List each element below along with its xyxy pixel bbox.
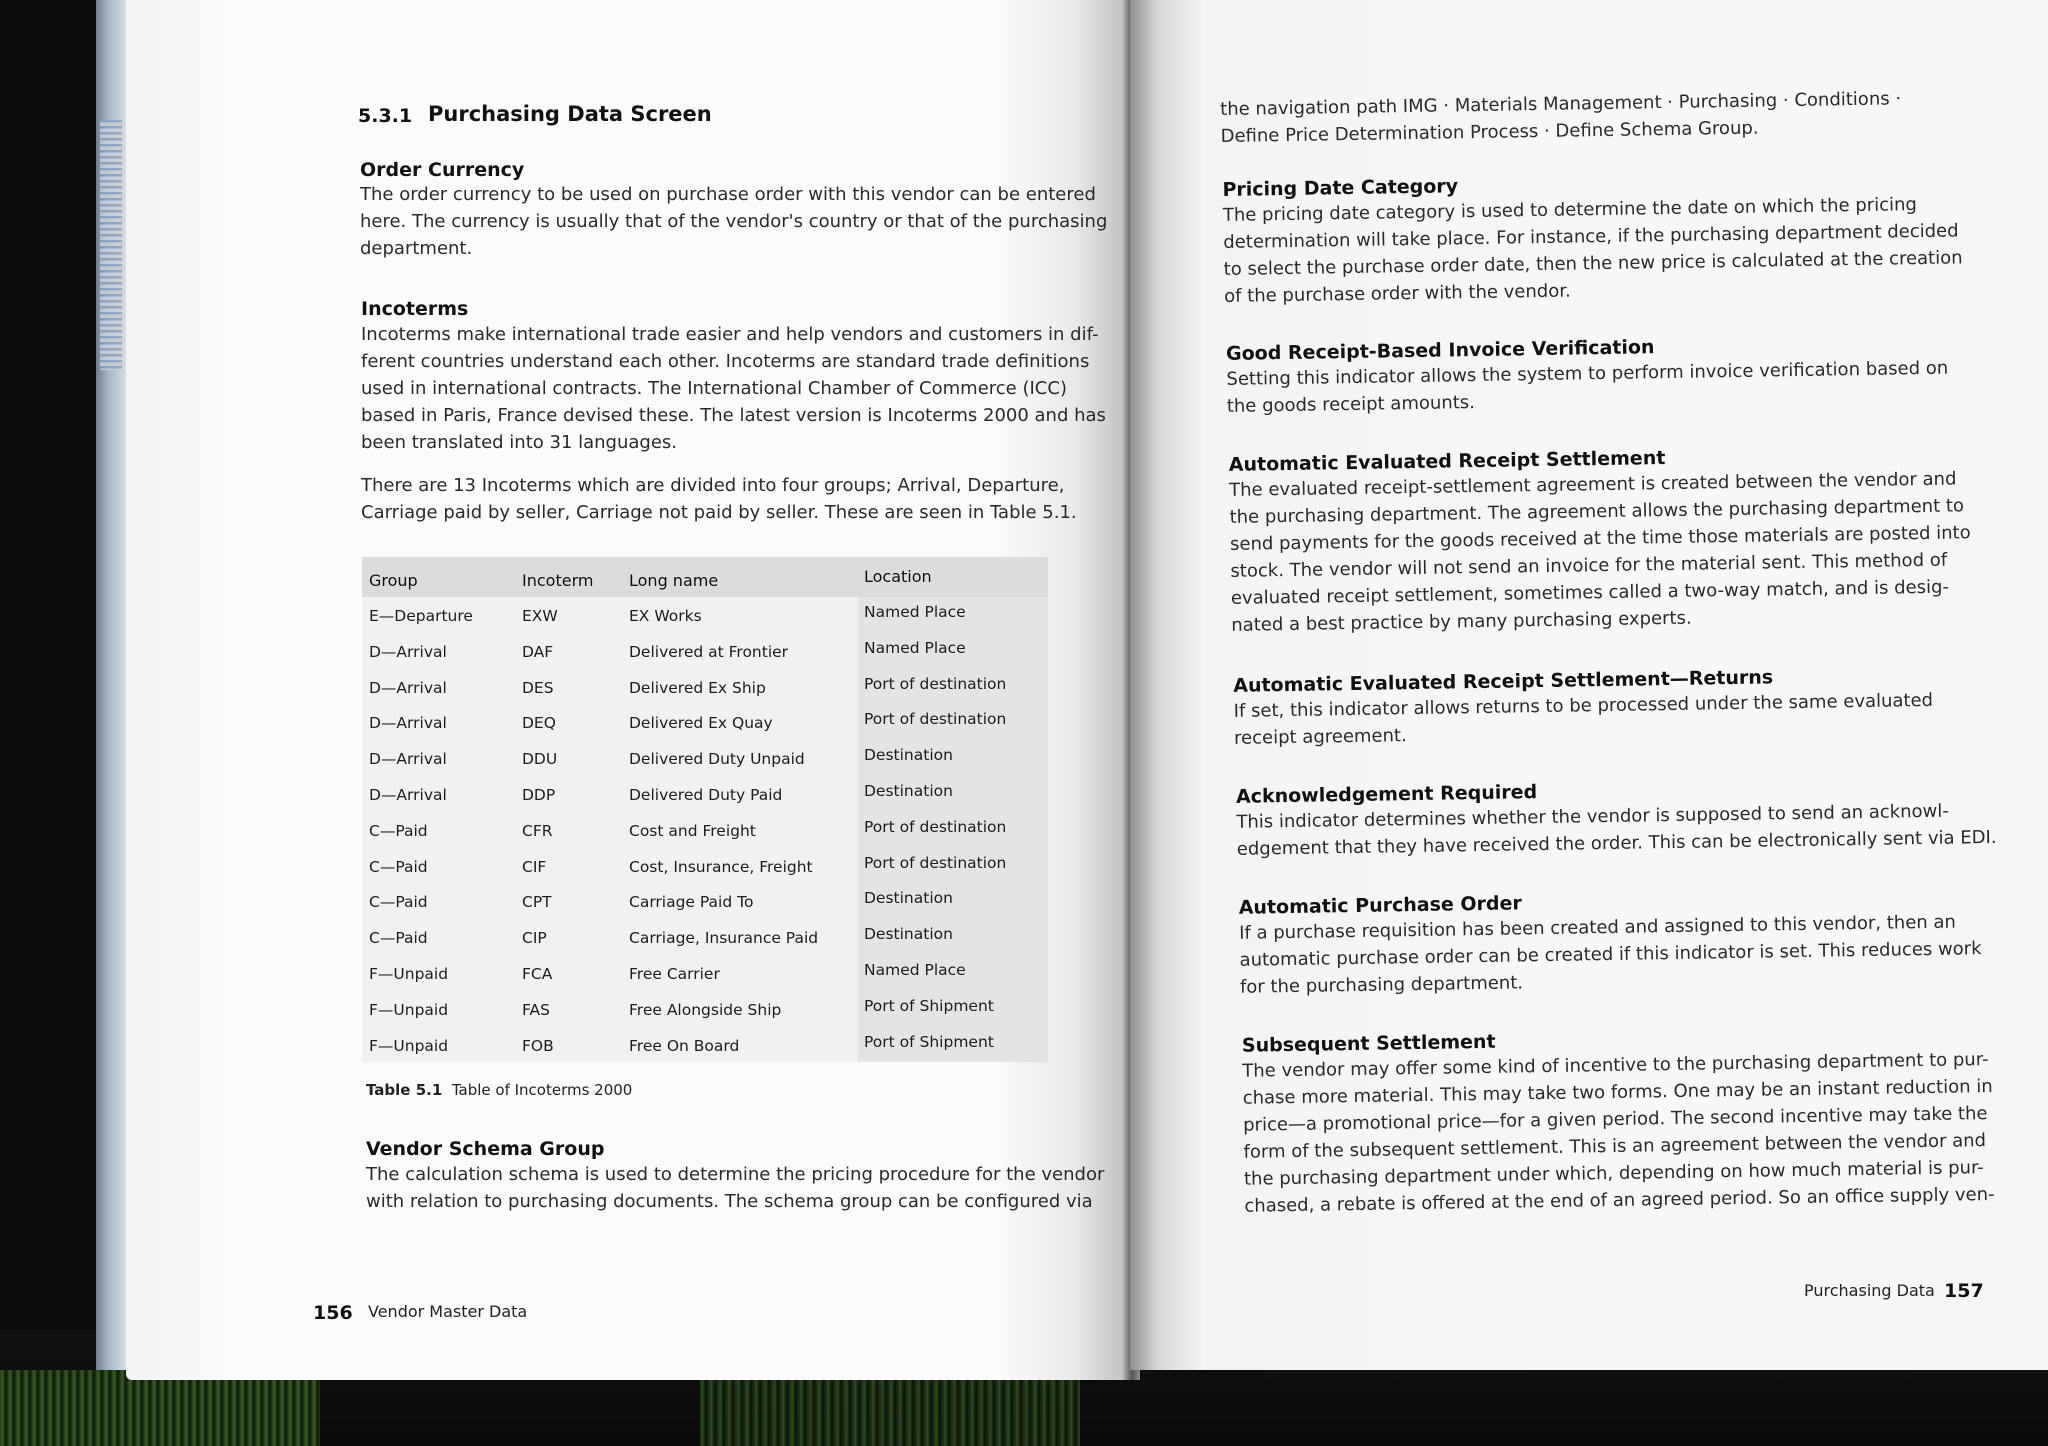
text-line: the purchasing department under which, depending on how much material is pur- bbox=[1243, 1157, 1984, 1190]
text-line: department. bbox=[360, 238, 473, 259]
heading-automatic-ers: Automatic Evaluated Receipt Settlement bbox=[1228, 447, 1666, 476]
table-cell-location: Port of Shipment bbox=[864, 1032, 994, 1051]
section-number: 5.3.1 bbox=[358, 105, 413, 127]
table-cell-group: C—Paid bbox=[369, 821, 428, 840]
paragraph-automatic-ers bbox=[1229, 465, 1972, 639]
text-line: of the purchase order with the vendor. bbox=[1223, 280, 1571, 307]
running-head-left: Vendor Master Data bbox=[368, 1302, 528, 1321]
table-cell-incoterm: CFR bbox=[522, 821, 553, 840]
table-cell-group: D—Arrival bbox=[369, 642, 447, 661]
text-line: chased, a rebate is offered at the end of an agreed period. So an office supply ven- bbox=[1244, 1183, 1995, 1217]
table-cell-long-name: Delivered Duty Paid bbox=[629, 786, 783, 804]
text-line: send payments for the goods received at the time those materials are posted into bbox=[1229, 522, 1971, 555]
table-cell-incoterm: CIP bbox=[522, 929, 547, 948]
text-line: based in Paris, France devised these. The latest version is Incoterms 2000 and has bbox=[361, 405, 1106, 426]
text-line: chase more material. This may take two forms. One may be an instant reduction in bbox=[1242, 1075, 1993, 1109]
table-cell-incoterm: DDP bbox=[522, 786, 556, 804]
text-line: There are 13 Incoterms which are divided into four groups; Arrival, Departure, bbox=[361, 475, 1065, 496]
heading-pricing-date-category: Pricing Date Category bbox=[1222, 175, 1459, 201]
text-line: with relation to purchasing documents. The schema group can be configured via bbox=[366, 1191, 1093, 1212]
table-cell-group: F—Unpaid bbox=[369, 965, 449, 983]
right-page-content bbox=[1220, 83, 2040, 1355]
paragraph-subsequent-settlement bbox=[1242, 1046, 1995, 1220]
text-line: Carriage paid by seller, Carriage not paid by seller. These are seen in Table 5.1. bbox=[361, 502, 1077, 523]
table-cell-long-name: Cost and Freight bbox=[629, 821, 756, 840]
book-edge-texture bbox=[100, 120, 122, 370]
text-line: The evaluated receipt-settlement agreement is created between the vendor and bbox=[1229, 468, 1957, 501]
table-column-shade bbox=[858, 557, 1048, 1062]
heading-subsequent-settlement: Subsequent Settlement bbox=[1241, 1030, 1496, 1057]
heading-gr-invoice-verification: Good Receipt-Based Invoice Verification bbox=[1225, 336, 1655, 365]
table-cell-long-name: EX Works bbox=[629, 607, 702, 625]
text-line: This indicator determines whether the vendor is supposed to send an acknowl- bbox=[1236, 800, 1949, 833]
paragraph-automatic-purchase-order bbox=[1239, 908, 1982, 1001]
table-cell-long-name: Cost, Insurance, Freight bbox=[629, 857, 813, 876]
table-header-incoterm: Incoterm bbox=[522, 571, 594, 590]
text-line: stock. The vendor will not send an invoice for the material sent. This method of bbox=[1230, 549, 1948, 582]
paragraph-incoterms bbox=[361, 321, 1106, 456]
heading-order-currency: Order Currency bbox=[360, 159, 525, 181]
table-cell-location: Destination bbox=[864, 782, 953, 800]
table-cell-incoterm: DDU bbox=[522, 750, 558, 769]
table-cell-group: C—Paid bbox=[369, 857, 428, 876]
text-line: been translated into 31 languages. bbox=[361, 432, 678, 453]
text-line: nated a best practice by many purchasing experts. bbox=[1231, 607, 1692, 636]
text-line: determination will take place. For instance, if the purchasing department decided bbox=[1223, 220, 1959, 253]
table-cell-location: Port of destination bbox=[864, 674, 1007, 693]
text-line: evaluated receipt settlement, sometimes called a two-way match, and is desig- bbox=[1230, 576, 1950, 609]
text-line: form of the subsequent settlement. This is an agreement between the vendor and bbox=[1243, 1130, 1987, 1163]
table-cell-location: Port of destination bbox=[864, 710, 1007, 729]
table-cell-location: Named Place bbox=[864, 638, 966, 657]
table-cell-long-name: Carriage, Insurance Paid bbox=[629, 929, 819, 948]
table-cell-incoterm: EXW bbox=[522, 607, 558, 625]
table-cell-group: D—Arrival bbox=[369, 678, 447, 697]
table-cell-incoterm: DES bbox=[522, 678, 554, 697]
table-cell-location: Port of destination bbox=[864, 817, 1007, 836]
table-cell-location: Named Place bbox=[864, 603, 966, 621]
table-cell-long-name: Free Alongside Ship bbox=[629, 1000, 782, 1019]
table-cell-incoterm: CPT bbox=[522, 893, 552, 912]
background-texture bbox=[0, 1370, 320, 1446]
paragraph-gr-invoice-verification bbox=[1226, 355, 1949, 420]
table-cell-location: Destination bbox=[864, 889, 953, 908]
paragraph-vendor-schema-group bbox=[366, 1161, 1104, 1215]
table-cell-long-name: Delivered Ex Ship bbox=[629, 678, 766, 697]
incoterms-table bbox=[362, 557, 1048, 1062]
text-line: The vendor may offer some kind of incentive to the purchasing department to pur- bbox=[1242, 1049, 1989, 1082]
text-line: the purchasing department. The agreement allows the purchasing department to bbox=[1229, 495, 1965, 528]
text-line: If a purchase requisition has been created and assigned to this vendor, then an bbox=[1238, 911, 1957, 944]
paragraph-order-currency bbox=[360, 181, 1107, 262]
table-cell-incoterm: DAF bbox=[522, 642, 554, 661]
table-cell-incoterm: DEQ bbox=[522, 714, 556, 733]
text-line: The order currency to be used on purchase order with this vendor can be entered bbox=[360, 184, 1096, 205]
text-line: receipt agreement. bbox=[1233, 725, 1407, 749]
text-line: here. The currency is usually that of the vendor's country or that of the purchasing bbox=[360, 211, 1108, 232]
text-line: Setting this indicator allows the system to perform invoice verification based on bbox=[1226, 357, 1949, 390]
text-line: If set, this indicator allows returns to be processed under the same evaluated bbox=[1233, 689, 1934, 722]
text-line: Incoterms make international trade easier and help vendors and customers in dif- bbox=[361, 324, 1099, 345]
text-line: ferent countries understand each other. Incoterms are standard trade definitions bbox=[361, 351, 1090, 372]
table-cell-location: Destination bbox=[864, 925, 953, 944]
table-cell-group: D—Arrival bbox=[369, 714, 447, 733]
table-caption bbox=[366, 1081, 632, 1099]
paragraph-pricing-date-category bbox=[1223, 190, 1964, 310]
table-cell-long-name: Delivered Duty Unpaid bbox=[629, 750, 805, 769]
table-cell-group: F—Unpaid bbox=[369, 1000, 449, 1019]
table-cell-incoterm: FCA bbox=[522, 965, 553, 983]
table-cell-group: D—Arrival bbox=[369, 750, 447, 769]
heading-automatic-ers-returns: Automatic Evaluated Receipt Settlement—Returns bbox=[1233, 666, 1774, 697]
table-cell-long-name: Delivered Ex Quay bbox=[629, 714, 773, 733]
table-cell-group: E—Departure bbox=[369, 607, 473, 625]
text-line: the goods receipt amounts. bbox=[1226, 392, 1476, 417]
table-header-long-name: Long name bbox=[629, 571, 719, 590]
table-cell-location: Destination bbox=[864, 746, 953, 765]
text-line: for the purchasing department. bbox=[1239, 972, 1524, 998]
table-header-group: Group bbox=[369, 571, 418, 590]
paragraph-automatic-ers-returns bbox=[1233, 687, 1933, 752]
heading-acknowledgement-required: Acknowledgement Required bbox=[1235, 781, 1538, 808]
table-cell-incoterm: CIF bbox=[522, 857, 547, 876]
table-header-location: Location bbox=[864, 567, 932, 586]
table-cell-group: D—Arrival bbox=[369, 786, 447, 804]
table-caption-label: Table 5.1 bbox=[366, 1081, 443, 1099]
table-cell-group: C—Paid bbox=[369, 929, 428, 948]
text-line: The calculation schema is used to determine the pricing procedure for the vendor bbox=[366, 1164, 1105, 1185]
text-line: automatic purchase order can be created if this indicator is set. This reduces work bbox=[1239, 938, 1982, 971]
table-cell-incoterm: FOB bbox=[522, 1036, 554, 1055]
text-line: The pricing date category is used to determine the date on which the pricing bbox=[1222, 194, 1918, 226]
text-line: the navigation path IMG · Materials Management · Purchasing · Conditions · bbox=[1220, 88, 1902, 120]
text-line: price—a promotional price—for a given period. The second incentive may take the bbox=[1243, 1103, 1988, 1136]
text-line: edgement that they have received the order. This can be electronically sent via EDI. bbox=[1236, 826, 1997, 860]
table-cell-group: C—Paid bbox=[369, 893, 428, 912]
running-head-right: Purchasing Data bbox=[1804, 1281, 1935, 1300]
page-number-left: 156 bbox=[313, 1302, 353, 1324]
table-cell-long-name: Delivered at Frontier bbox=[629, 642, 789, 661]
paragraph-incoterms-groups bbox=[361, 472, 1077, 526]
text-line: used in international contracts. The International Chamber of Commerce (ICC) bbox=[361, 378, 1067, 399]
table-cell-location: Named Place bbox=[864, 961, 966, 979]
table-cell-location: Port of destination bbox=[864, 853, 1007, 872]
heading-automatic-purchase-order: Automatic Purchase Order bbox=[1238, 892, 1522, 919]
table-cell-location: Port of Shipment bbox=[864, 996, 994, 1015]
section-title: Purchasing Data Screen bbox=[428, 102, 712, 126]
table-cell-long-name: Carriage Paid To bbox=[629, 893, 754, 912]
text-line: Define Price Determination Process · Define Schema Group. bbox=[1220, 117, 1759, 147]
table-cell-group: F—Unpaid bbox=[369, 1036, 449, 1055]
table-cell-incoterm: FAS bbox=[522, 1000, 550, 1019]
page-number-right: 157 bbox=[1944, 1280, 1984, 1302]
table-cell-long-name: Free On Board bbox=[629, 1036, 740, 1055]
paragraph-navigation-path bbox=[1220, 85, 1902, 150]
heading-incoterms: Incoterms bbox=[361, 298, 469, 320]
heading-vendor-schema-group: Vendor Schema Group bbox=[366, 1138, 605, 1160]
table-cell-long-name: Free Carrier bbox=[629, 965, 720, 983]
paragraph-acknowledgement-required bbox=[1236, 797, 1997, 863]
text-line: to select the purchase order date, then the new price is calculated at the creation bbox=[1223, 247, 1963, 280]
table-caption-text: Table of Incoterms 2000 bbox=[451, 1081, 633, 1099]
